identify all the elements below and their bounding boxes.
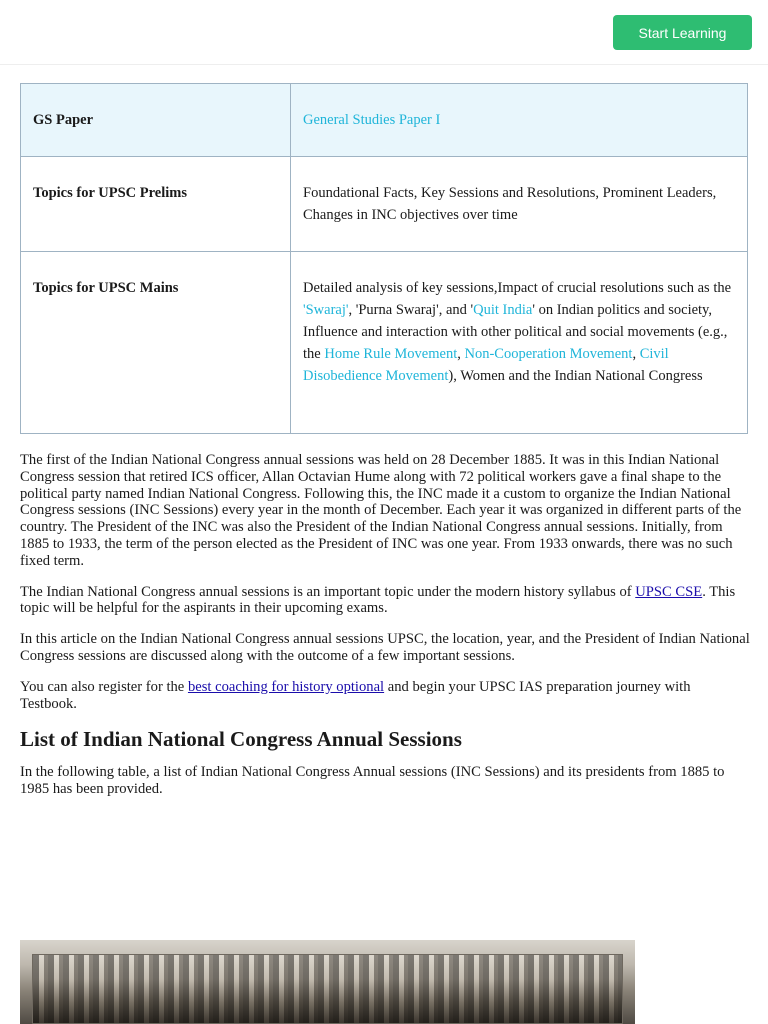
historic-congress-photo [20,940,635,1024]
paragraph-text: and begin your UPSC IAS preparation journey with Testbook. [20,678,691,712]
paragraph-text: The Indian National Congress annual sessions is an important topic under the modern history syllabus of [20,583,636,600]
non-cooperation-movement-link[interactable]: Non-Cooperation Movement [464,346,633,362]
paragraph-text: . This topic will be helpful for the aspirants in their upcoming exams. [20,583,736,617]
swaraj-link[interactable]: 'Swaraj' [303,302,349,318]
row-value-mains [291,252,748,434]
mains-text: , 'Purna Swaraj', and ' [348,302,474,318]
mains-text: , [632,346,640,362]
upsc-cse-link[interactable]: UPSC CSE [635,583,703,600]
paragraph-text: You can also register for the [20,678,188,695]
top-bar [0,0,768,65]
civil-disobedience-movement-link[interactable]: Civil Disobedience Movement [303,346,669,384]
row-key-gs-paper: GS Paper [21,84,291,157]
coaching-paragraph [20,679,750,713]
quit-india-link[interactable]: Quit India [473,302,533,318]
row-value-prelims: Foundational Facts, Key Sessions and Resolutions, Prominent Leaders, Changes in INC objectives over time [291,157,748,252]
home-rule-movement-link[interactable]: Home Rule Movement [324,346,458,362]
topic-info-table [20,83,748,434]
table-row [21,252,748,434]
start-learning-button[interactable]: Start Learning [613,15,752,50]
mains-text: ), Women and the Indian National Congress [448,368,703,384]
intro-paragraph: The first of the Indian National Congress annual sessions was held on 28 December 1885. It was in this Indian National Congress session that retired ICS officer, Allan Octavian Hume along with 72 political workers gave a final shape to the political party named Indian National Congress. Following this, the INC made it a custom to organize the Indian National Congress sessions (INC Sessions) every year in the month of December. Each year it was organized in different parts of the country. The President of the INC was also the President of the Indian National Congress annual sessions. Initially, from 1885 to 1933, the term of the person elected as the President of INC was one year. From 1933 onwards, there was no such fixed term. [20,452,742,569]
table-row [21,157,748,252]
history-optional-coaching-link[interactable]: best coaching for history optional [187,678,385,695]
article-scope-paragraph: In this article on the Indian National Congress annual sessions UPSC, the location, year, and the President of Indian National Congress sessions are discussed along with the outcome of a few important sessions. [20,631,750,664]
gs-paper-link[interactable]: General Studies Paper I [303,112,441,128]
mains-text: Detailed analysis of key sessions,Impact of crucial resolutions such as the [303,280,732,296]
row-key-mains: Topics for UPSC Mains [21,252,291,434]
section-heading: List of Indian National Congress Annual Sessions [20,727,462,752]
row-value-gs-paper [291,84,748,157]
photo-image-area [32,954,623,1024]
mains-text: , [457,346,465,362]
article-body [20,452,750,812]
syllabus-paragraph [20,584,750,618]
row-key-prelims: Topics for UPSC Prelims [21,157,291,252]
mains-text: ' on Indian politics and society, Influence and interaction with other political and social movements (e.g., the [303,302,728,362]
table-row [21,84,748,157]
table-intro-paragraph: In the following table, a list of Indian National Congress Annual sessions (INC Sessions) and its presidents from 1885 to 1985 has been provided. [20,764,725,798]
